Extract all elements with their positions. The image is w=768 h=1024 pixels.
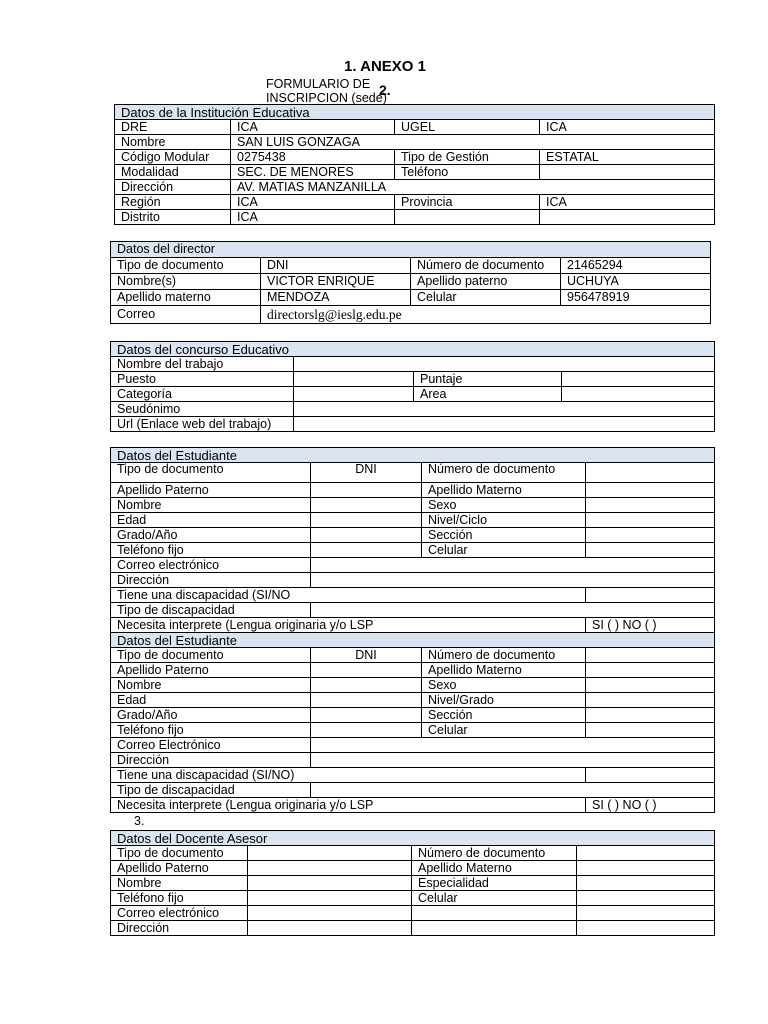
s1-edad-label: Edad [111,513,311,528]
d-ap-materno-field[interactable] [577,861,715,876]
director-table [110,241,711,324]
area-label: Area [414,387,562,402]
s2-discapacidad-label: Tiene una discapacidad (SI/NO) [111,768,586,783]
d-ap-paterno-label: Apellido Paterno [111,861,248,876]
ugel-label: UGEL [395,120,540,135]
provincia-value[interactable]: ICA [540,195,715,210]
provincia-label: Provincia [395,195,540,210]
s1-sexo-field[interactable] [586,498,715,513]
s2-sexo-label: Sexo [422,678,586,693]
director-celular[interactable]: 956478919 [561,290,711,306]
codigo-label: Código Modular [115,150,231,165]
s1-tipo-doc-label: Tipo de documento [111,463,311,483]
director-tipo-doc-label: Tipo de documento [111,258,261,274]
s2-correo-label: Correo Electrónico [111,738,311,753]
s2-celular-field[interactable] [586,723,715,738]
modalidad-label: Modalidad [115,165,231,180]
direccion-label: Dirección [115,180,231,195]
distrito-label: Distrito [115,210,231,225]
s2-grado-label: Grado/Año [111,708,311,723]
d-nombre-label: Nombre [111,876,248,891]
region-value[interactable]: ICA [231,195,395,210]
d-tipo-doc-label: Tipo de documento [111,846,248,861]
categoria-field[interactable] [294,387,414,402]
d-direccion-field[interactable] [248,921,412,936]
director-correo-label: Correo [111,306,261,324]
s2-nivel-field[interactable] [586,693,715,708]
s1-nivel-label: Nivel/Ciclo [422,513,586,528]
director-ap-paterno-label: Apellido paterno [411,274,561,290]
institution-table [114,104,715,225]
url-field[interactable] [294,417,715,432]
s2-seccion-field[interactable] [586,708,715,723]
s1-seccion-field[interactable] [586,528,715,543]
s1-telefono-label: Teléfono fijo [111,543,311,558]
form-subtitle: FORMULARIO DE INSCRIPCION (sede) [266,77,387,105]
s2-correo-field[interactable] [311,738,715,753]
nombre-label: Nombre [115,135,231,150]
d-empty-4[interactable] [577,921,715,936]
nombre-value[interactable]: SAN LUIS GONZAGA [231,135,715,150]
url-label: Url (Enlace web del trabajo) [111,417,294,432]
contest-table [110,341,715,432]
s2-direccion-label: Dirección [111,753,311,768]
modalidad-value[interactable]: SEC. DE MENORES [231,165,395,180]
d-especialidad-field[interactable] [577,876,715,891]
s2-tipo-discapacidad-field[interactable] [311,783,715,798]
s1-grado-label: Grado/Año [111,528,311,543]
s1-correo-label: Correo electrónico [111,558,311,573]
s1-interprete-options[interactable]: SI ( ) NO ( ) [586,618,715,633]
d-empty-1[interactable] [412,906,577,921]
d-num-doc-label: Número de documento [412,846,577,861]
d-empty-2[interactable] [577,906,715,921]
s2-tipo-discapacidad-label: Tipo de discapacidad [111,783,311,798]
director-ap-paterno[interactable]: UCHUYA [561,274,711,290]
d-telefono-field[interactable] [248,891,412,906]
s2-ap-materno-field[interactable] [586,663,715,678]
d-correo-field[interactable] [248,906,412,921]
s1-sexo-label: Sexo [422,498,586,513]
region-label: Región [115,195,231,210]
s2-telefono-label: Teléfono fijo [111,723,311,738]
telefono-value[interactable] [540,165,715,180]
s2-nombre-label: Nombre [111,678,311,693]
director-num-doc[interactable]: 21465294 [561,258,711,274]
direccion-value[interactable]: AV. MATIAS MANZANILLA [231,180,715,195]
s2-discapacidad-field[interactable] [586,768,715,783]
students-table [110,447,715,813]
s1-edad-field[interactable] [311,513,422,528]
s1-tipo-discapacidad-label: Tipo de discapacidad [111,603,311,618]
d-empty-3[interactable] [412,921,577,936]
puesto-label: Puesto [111,372,294,387]
d-celular-label: Celular [412,891,577,906]
s1-celular-label: Celular [422,543,586,558]
s2-direccion-field[interactable] [311,753,715,768]
dre-value[interactable]: ICA [231,120,395,135]
nombre-trabajo-label: Nombre del trabajo [111,357,294,372]
director-heading: Datos del director [111,242,711,258]
d-num-doc-field[interactable] [577,846,715,861]
s1-dni[interactable]: DNI [311,463,422,483]
s1-discapacidad-field[interactable] [586,588,715,603]
s2-nivel-label: Nivel/Grado [422,693,586,708]
d-correo-label: Correo electrónico [111,906,248,921]
s1-seccion-label: Sección [422,528,586,543]
gestion-label: Tipo de Gestión [395,150,540,165]
nombre-trabajo-field[interactable] [294,357,715,372]
s1-interprete-label: Necesita interprete (Lengua originaria y/o LSP [111,618,586,633]
d-ap-materno-label: Apellido Materno [412,861,577,876]
director-tipo-doc[interactable]: DNI [261,258,411,274]
d-ap-paterno-field[interactable] [248,861,412,876]
s2-interprete-options[interactable]: SI ( ) NO ( ) [586,798,715,813]
s1-num-doc-label: Número de documento [422,463,586,483]
contest-heading: Datos del concurso Educativo [111,342,715,357]
d-especialidad-label: Especialidad [412,876,577,891]
s2-edad-field[interactable] [311,693,422,708]
empty-cell[interactable] [540,210,715,225]
s1-num-doc-field[interactable] [586,463,715,483]
s2-num-doc-label: Número de documento [422,648,586,663]
director-celular-label: Celular [411,290,561,306]
s2-seccion-label: Sección [422,708,586,723]
puntaje-field[interactable] [562,372,715,387]
s1-nombre-label: Nombre [111,498,311,513]
s1-ap-paterno-field[interactable] [311,483,422,498]
s2-telefono-field[interactable] [311,723,422,738]
director-ap-materno-label: Apellido materno [111,290,261,306]
s1-nivel-field[interactable] [586,513,715,528]
s1-discapacidad-label: Tiene una discapacidad (SI/NO [111,588,586,603]
s2-ap-paterno-field[interactable] [311,663,422,678]
area-field[interactable] [562,387,715,402]
dre-label: DRE [115,120,231,135]
puesto-field[interactable] [294,372,414,387]
d-nombre-field[interactable] [248,876,412,891]
director-num-doc-label: Número de documento [411,258,561,274]
director-nombres[interactable]: VICTOR ENRIQUE [261,274,411,290]
ugel-value[interactable]: ICA [540,120,715,135]
s1-ap-materno-field[interactable] [586,483,715,498]
s2-grado-field[interactable] [311,708,422,723]
s2-dni[interactable]: DNI [311,648,422,663]
s1-correo-field[interactable] [311,558,715,573]
empty-cell[interactable] [395,210,540,225]
d-tipo-doc-field[interactable] [248,846,412,861]
section-number-2: 2. [379,82,391,98]
codigo-value[interactable]: 0275438 [231,150,395,165]
institution-heading: Datos de la Institución Educativa [115,105,715,120]
s2-ap-materno-label: Apellido Materno [422,663,586,678]
s1-direccion-field[interactable] [311,573,715,588]
s2-num-doc-field[interactable] [586,648,715,663]
telefono-label: Teléfono [395,165,540,180]
s2-celular-label: Celular [422,723,586,738]
s1-ap-materno-label: Apellido Materno [422,483,586,498]
s1-direccion-label: Dirección [111,573,311,588]
distrito-value[interactable]: ICA [231,210,395,225]
s1-celular-field[interactable] [586,543,715,558]
d-celular-field[interactable] [577,891,715,906]
categoria-label: Categoría [111,387,294,402]
s1-nombre-field[interactable] [311,498,422,513]
director-ap-materno[interactable]: MENDOZA [261,290,411,306]
seudonimo-field[interactable] [294,402,715,417]
student1-heading: Datos del Estudiante [111,448,715,463]
s2-ap-paterno-label: Apellido Paterno [111,663,311,678]
s2-nombre-field[interactable] [311,678,422,693]
seudonimo-label: Seudónimo [111,402,294,417]
s1-telefono-field[interactable] [311,543,422,558]
s2-edad-label: Edad [111,693,311,708]
s2-interprete-label: Necesita interprete (Lengua originaria y/o LSP [111,798,586,813]
s1-ap-paterno-label: Apellido Paterno [111,483,311,498]
gestion-value[interactable]: ESTATAL [540,150,715,165]
d-direccion-label: Dirección [111,921,248,936]
director-nombres-label: Nombre(s) [111,274,261,290]
director-correo[interactable]: directorslg@ieslg.edu.pe [261,306,711,324]
section-number-3: 3. [134,814,145,828]
student2-heading: Datos del Estudiante [111,633,715,648]
puntaje-label: Puntaje [414,372,562,387]
s2-tipo-doc-label: Tipo de documento [111,648,311,663]
page-title: 1. ANEXO 1 [344,58,426,75]
advisor-heading: Datos del Docente Asesor [111,831,715,846]
s1-grado-field[interactable] [311,528,422,543]
d-telefono-label: Teléfono fijo [111,891,248,906]
s1-tipo-discapacidad-field[interactable] [311,603,715,618]
advisor-table [110,830,715,936]
s2-sexo-field[interactable] [586,678,715,693]
